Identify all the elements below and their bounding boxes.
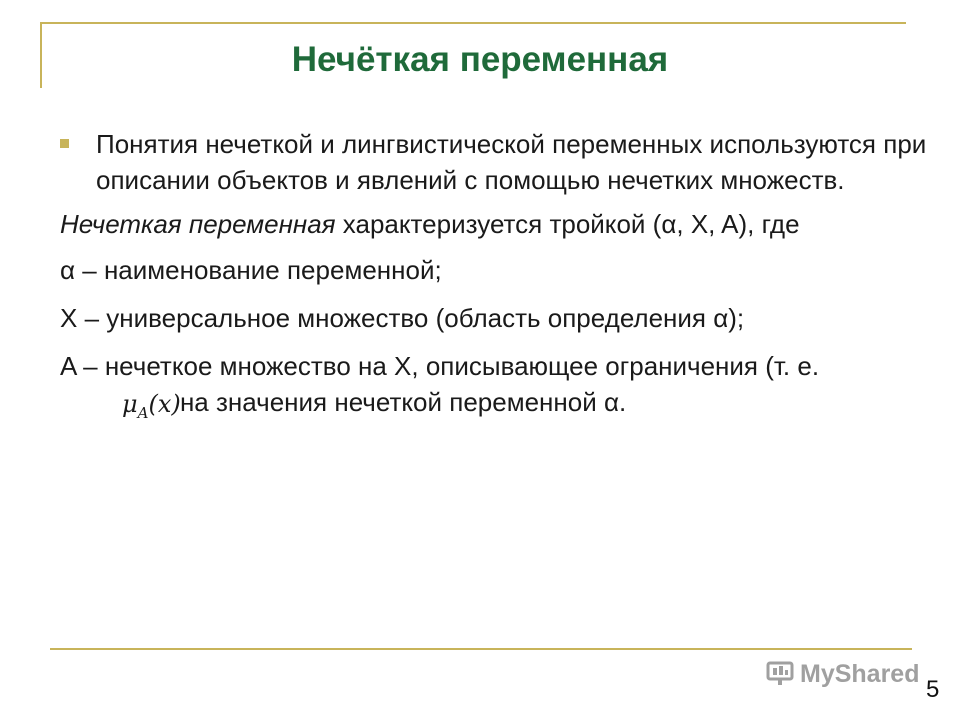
bullet-text: Понятия нечеткой и лингвистической переменных используются при описании объектов и явлений с помощью нечетких множеств. — [96, 129, 927, 195]
square-bullet-icon — [60, 139, 69, 148]
definition-paragraph — [60, 206, 930, 242]
slide-content — [60, 126, 930, 440]
formula-mu: μ — [122, 390, 138, 418]
alpha-line: α – наименование переменной; — [60, 255, 442, 285]
footer-line — [50, 648, 912, 650]
x-line: X – универсальное множество (область определения α); — [60, 303, 745, 333]
formula-argument: (x) — [148, 390, 181, 418]
bullet-item — [60, 126, 930, 198]
page-number: 5 — [926, 676, 940, 703]
watermark-text: MyShared — [800, 659, 920, 688]
a-line — [60, 348, 930, 430]
membership-formula — [122, 386, 181, 431]
formula-subscript: A — [137, 403, 149, 422]
presentation-icon — [766, 661, 794, 687]
watermark-logo — [766, 658, 919, 690]
top-frame-line — [40, 22, 906, 24]
definition-text: характеризуется тройкой (α, X, A), где — [335, 209, 800, 239]
slide-title: Нечёткая переменная — [291, 40, 669, 79]
definition-term: Нечеткая переменная — [60, 209, 336, 239]
a-line-start: A – нечеткое множество на X, описывающее ограничения (т. е. — [60, 351, 820, 381]
a-line-end: на значения нечеткой переменной α. — [179, 387, 627, 417]
